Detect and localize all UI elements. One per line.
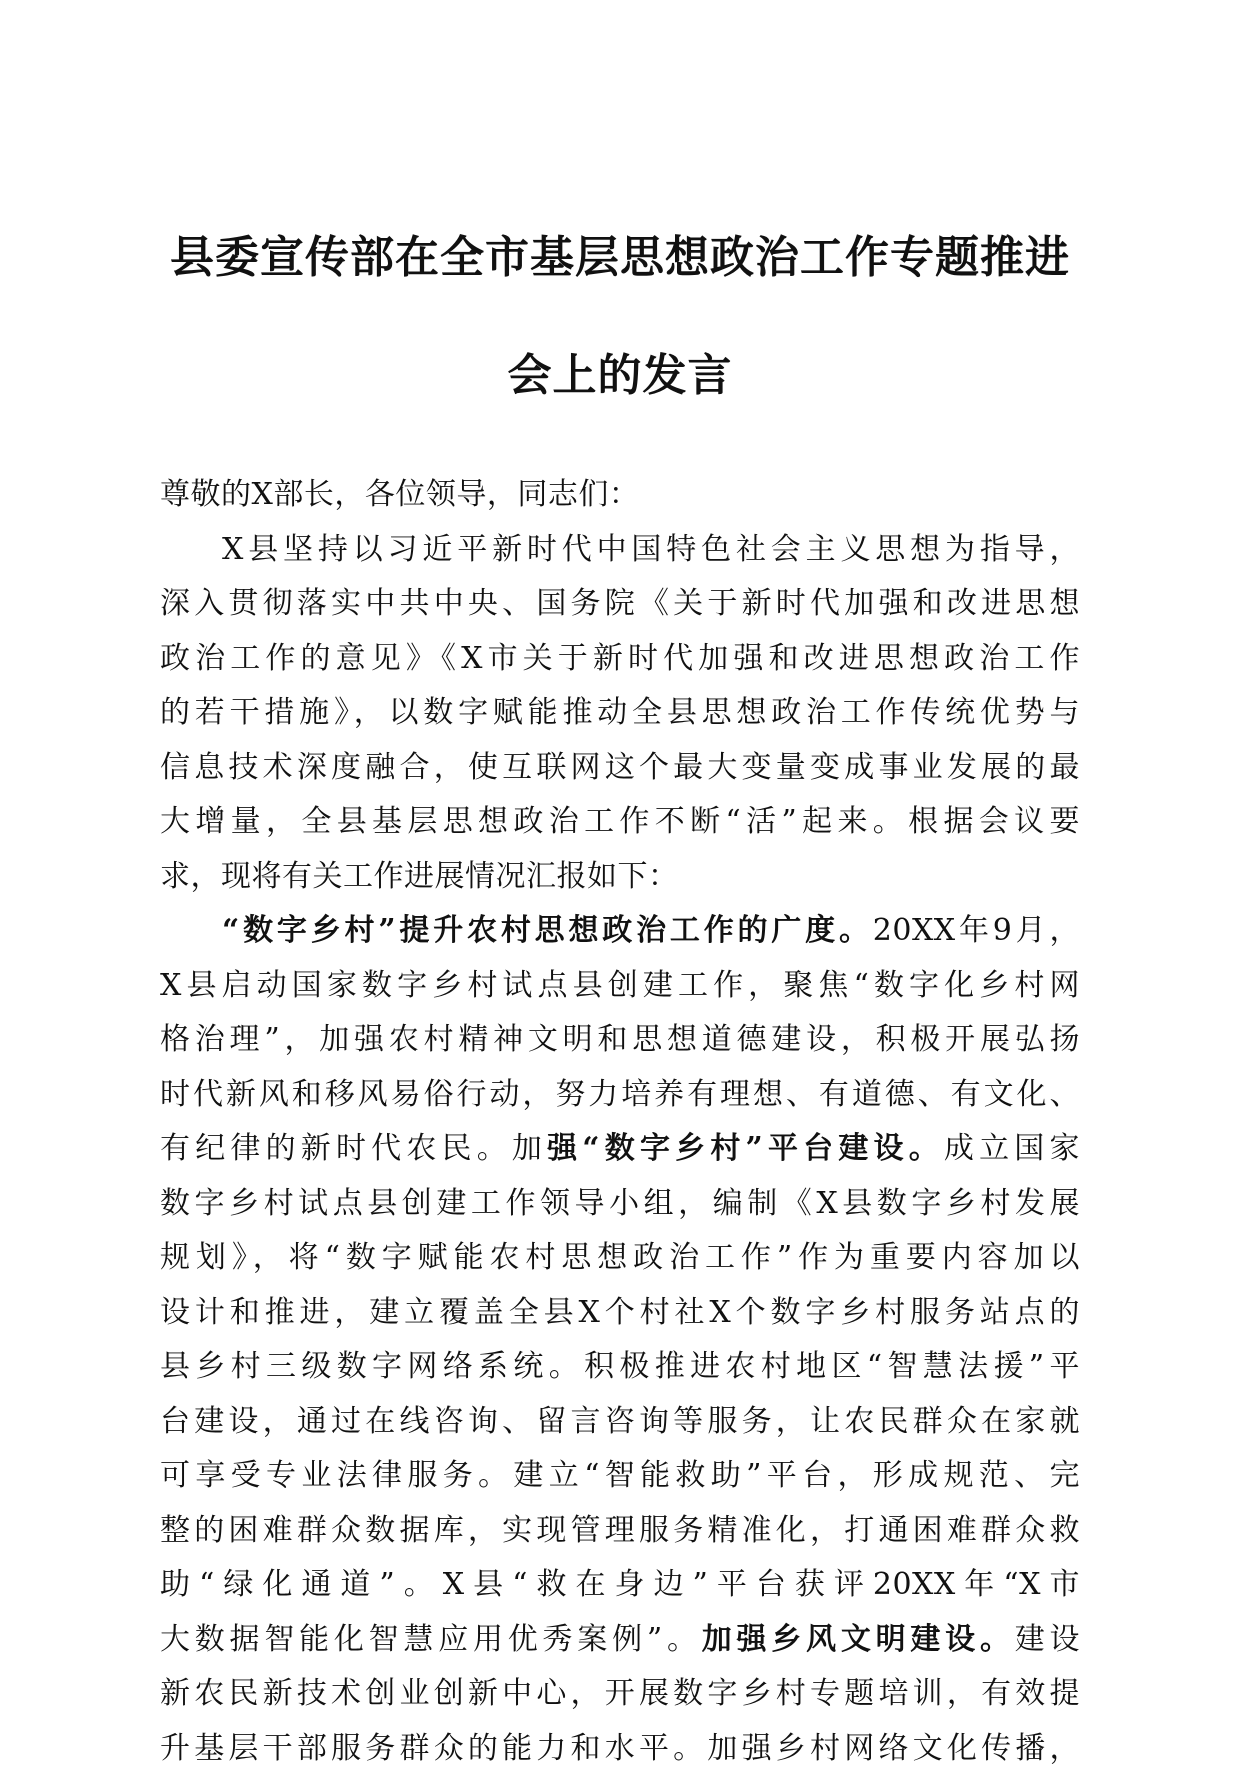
body-line-text: 成立国家 <box>944 1131 1080 1166</box>
body-line-text: 规划》，将“数字赋能农村思想政治工作”作为重要内容加以 <box>160 1240 1080 1275</box>
body-line-text: 助“绿化通道”。X县“救在身边”平台获评20XX年“X市 <box>160 1567 1080 1602</box>
body-line-text: 格治理”，加强农村精神文明和思想道德建设，积极开展弘扬 <box>160 1022 1080 1057</box>
body-line-text: 升基层干部服务群众的能力和水平。加强乡村网络文化传播， <box>160 1731 1080 1766</box>
body-line <box>160 1068 1080 1123</box>
body-line-text: 政治工作的意见》《X市关于新时代加强和改进思想政治工作 <box>160 641 1080 676</box>
body-line <box>160 468 1080 523</box>
body-line-text: 有纪律的新时代农民。加 <box>160 1131 547 1166</box>
body-line-text: 深入贯彻落实中共中央、国务院《关于新时代加强和改进思想 <box>160 586 1080 621</box>
body-line-text: 信息技术深度融合，使互联网这个最大变量变成事业发展的最 <box>160 750 1080 785</box>
body-line-text: 可享受专业法律服务。建立“智能救助”平台，形成规范、完 <box>160 1458 1080 1493</box>
body-line-text: 设计和推进，建立覆盖全县X个村社X个数字乡村服务站点的 <box>160 1295 1080 1330</box>
body-line <box>160 1722 1080 1776</box>
body-line <box>160 1122 1080 1177</box>
body-line <box>160 850 1080 905</box>
body-line-text: 20XX年9月， <box>873 913 1080 948</box>
body-line <box>160 686 1080 741</box>
body-line <box>160 1395 1080 1450</box>
body-line-text: 县乡村三级数字网络系统。积极推进农村地区“智慧法援”平 <box>160 1349 1080 1384</box>
body-line-text: 求，现将有关工作进展情况汇报如下： <box>160 859 679 894</box>
body-line <box>160 1340 1080 1395</box>
body-line-text: 尊敬的X部长，各位领导，同志们： <box>160 477 639 512</box>
body-line <box>160 1613 1080 1668</box>
document-body <box>160 468 1080 1776</box>
body-line <box>160 1504 1080 1559</box>
body-line <box>160 523 1080 578</box>
document-title-line1: 县委宣传部在全市基层思想政治工作专题推进 <box>150 228 1090 288</box>
body-line <box>160 1667 1080 1722</box>
body-line-text: 数字乡村试点县创建工作领导小组，编制《X县数字乡村发展 <box>160 1186 1080 1221</box>
body-line-heading: “数字乡村”提升农村思想政治工作的广度。 <box>222 913 873 948</box>
body-line-text: 大数据智能化智慧应用优秀案例”。 <box>160 1622 702 1657</box>
body-line-text: 台建设，通过在线咨询、留言咨询等服务，让农民群众在家就 <box>160 1404 1080 1439</box>
document-title-line2: 会上的发言 <box>150 346 1090 406</box>
body-line-heading: 加强乡风文明建设。 <box>702 1622 1015 1657</box>
body-line-text: 时代新风和移风易俗行动，努力培养有理想、有道德、有文化、 <box>160 1077 1080 1112</box>
body-line <box>160 904 1080 959</box>
body-line-text: 的若干措施》，以数字赋能推动全县思想政治工作传统优势与 <box>160 695 1080 730</box>
body-line <box>160 959 1080 1014</box>
body-line <box>160 1231 1080 1286</box>
body-line <box>160 577 1080 632</box>
body-line-heading: 强“数字乡村”平台建设。 <box>547 1131 944 1166</box>
body-line-text: 整的困难群众数据库，实现管理服务精准化，打通困难群众救 <box>160 1513 1080 1548</box>
body-line-text: 建设 <box>1015 1622 1080 1657</box>
body-line <box>160 741 1080 796</box>
body-line <box>160 795 1080 850</box>
body-line-text: 新农民新技术创业创新中心，开展数字乡村专题培训，有效提 <box>160 1676 1080 1711</box>
body-line <box>160 1449 1080 1504</box>
body-line-text: 大增量，全县基层思想政治工作不断“活”起来。根据会议要 <box>160 804 1080 839</box>
body-line-text: X县坚持以习近平新时代中国特色社会主义思想为指导， <box>222 532 1080 567</box>
body-line <box>160 1286 1080 1341</box>
body-line <box>160 632 1080 687</box>
body-line <box>160 1013 1080 1068</box>
body-line <box>160 1558 1080 1613</box>
body-line-text: X县启动国家数字乡村试点县创建工作，聚焦“数字化乡村网 <box>160 968 1080 1003</box>
body-line <box>160 1177 1080 1232</box>
